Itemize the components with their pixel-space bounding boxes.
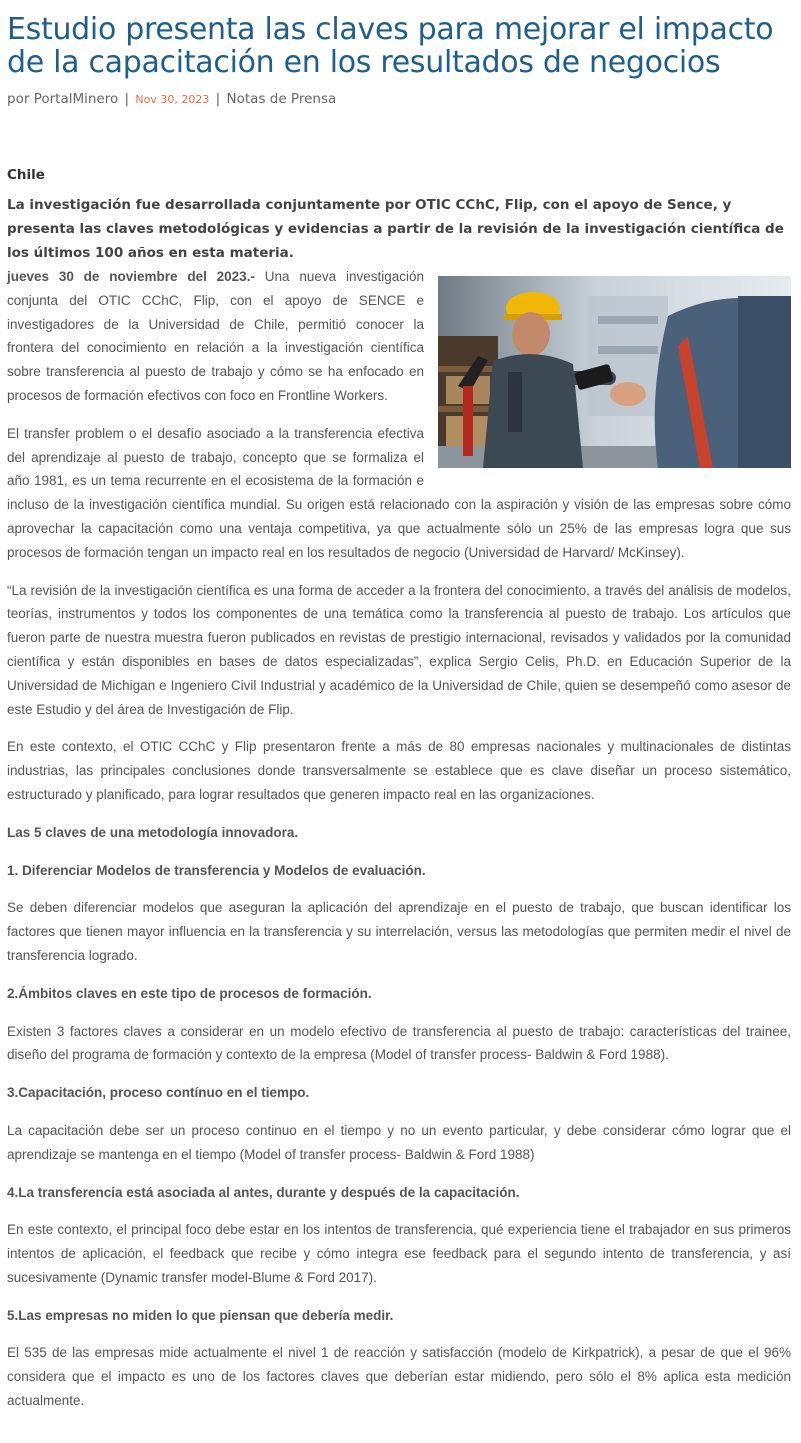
warehouse-workers-image — [438, 276, 791, 468]
article-photo — [438, 276, 791, 468]
key-heading-2: 2.Ámbitos claves en este tipo de procesos de formación. — [7, 985, 372, 1001]
paragraph-text: Una nueva investigación conjunta del OTIC CChC, Flip, con el apoyo de SENCE e investigadores de la Universidad de Chile, permitió conocer la frontera del conocimiento en relación a la investigación científica sobre transferencia al puesto de trabajo y cómo se ha enfocado en procesos de formación efectivos con foco en Frontline Workers. — [7, 269, 424, 403]
section-heading: Las 5 claves de una metodología innovadora. — [7, 824, 299, 840]
paragraph: En este contexto, el OTIC CChC y Flip presentaron frente a más de 80 empresas nacionales y multinacionales de distintas industrias, las principales conclusiones donde transversalmente se establece que es clave diseñar un proceso sistemático, estructurado y planificado, para lograr resultados que generen impacto real en las organizaciones. — [7, 739, 791, 802]
key-heading-1: 1. Diferenciar Modelos de transferencia y Modelos de evaluación. — [7, 862, 426, 878]
key-text-4: En este contexto, el principal foco debe estar en los intentos de transferencia, qué experiencia tiene el trabajador en sus primeros intentos de aplicación, el feedback que recibe y cómo integra ese feedback para el segundo intento de transferencia, y así sucesivamente (Dynamic transfer model-Blume & Ford 2017). — [7, 1222, 791, 1285]
key-heading-4: 4.La transferencia está asociada al antes, durante y después de la capacitación. — [7, 1184, 520, 1200]
category-link[interactable]: Notas de Prensa — [226, 91, 337, 107]
key-text-2: Existen 3 factores claves a considerar en un modelo efectivo de transferencia al puesto de trabajo: características del trainee, diseño del programa de formación y contexto de la empresa (Model of transfer process- Baldwin & Ford 1988). — [7, 1023, 791, 1063]
region-label: Chile — [7, 167, 45, 183]
key-text-3: La capacitación debe ser un proceso continuo en el tiempo y no un evento particular, y debe considerar cómo lograr que el aprendizaje se mantenga en el tiempo (Model of transfer process- Baldwin & Ford 1988) — [7, 1122, 791, 1162]
article-title: Estudio presenta las claves para mejorar el impacto de la capacitación en los resultados de negocios — [7, 12, 774, 80]
key-text-1: Se deben diferenciar modelos que aseguran la aplicación del aprendizaje en el puesto de trabajo, que buscan identificar los factores que tienen mayor influencia en la transferencia y su interrelación, versus las metodologías que permiten medir el nivel de transferencia logrado. — [7, 900, 791, 963]
paragraph: “La revisión de la investigación científica es una forma de acceder a la frontera del conocimiento, a través del análisis de modelos, teorías, instrumentos y todos los componentes de una temática como la transferencia al puesto de trabajo. Los artículos que fueron parte de nuestra muestra fueron publicados en revistas de prestigio internacional, revisados y validados por la comunidad científica y están disponibles en bases de datos especializadas”, explica Sergio Celis, Ph.D. en Educación Superior de la Universidad de Michigan e Ingeniero Civil Industrial y académico de la Universidad de Chile, quien se desempeñó como asesor de este Estudio y del área de Investigación de Flip. — [7, 582, 791, 717]
author-link[interactable]: PortalMinero — [33, 91, 119, 107]
meta-separator: | — [215, 91, 221, 107]
meta-separator: | — [124, 91, 130, 107]
key-text-5: El 535 de las empresas mide actualmente el nivel 1 de reacción y satisfacción (modelo de Kirkpatrick), a pesar de que el 96% considera que el impacto es uno de los factores claves que deberían estar midiendo, pero sólo el 8% aplica esta medición actualmente. — [7, 1345, 791, 1409]
article-lead: La investigación fue desarrollada conjuntamente por OTIC CChC, Flip, con el apoyo de Sence, y presenta las claves metodológicas y evidencias a partir de la revisión de la investigación científica de los últimos 100 años en esta materia. — [7, 197, 784, 261]
article — [7, 0, 791, 1427]
paragraph: El transfer problem o el desafío asociado a la transferencia efectiva del aprendizaje al puesto de trabajo, concepto que se formaliza el año 1981, es un tema recurrente en el ecosistema de la formación e incluso de la investigación científica mundial. Su origen está relacionado con la aspiración y visión de las empresas sobre cómo aprovechar la capacitación como una ventaja competitiva, ya que actualmente sólo un 25% de las empresas logra que sus procesos de formación tengan un impacto real en los resultados de negocio (Universidad de Harvard/ McKinsey). — [7, 425, 791, 560]
article-meta — [7, 89, 791, 110]
article-body — [7, 265, 791, 1413]
key-heading-3: 3.Capacitación, proceso contínuo en el tiempo. — [7, 1085, 310, 1101]
dateline: jueves 30 de noviembre del 2023.- — [7, 269, 255, 284]
publish-date: Nov 30, 2023 — [135, 93, 210, 106]
by-label: por — [7, 91, 30, 107]
key-heading-5: 5.Las empresas no miden lo que piensan que debería medir. — [7, 1307, 394, 1323]
